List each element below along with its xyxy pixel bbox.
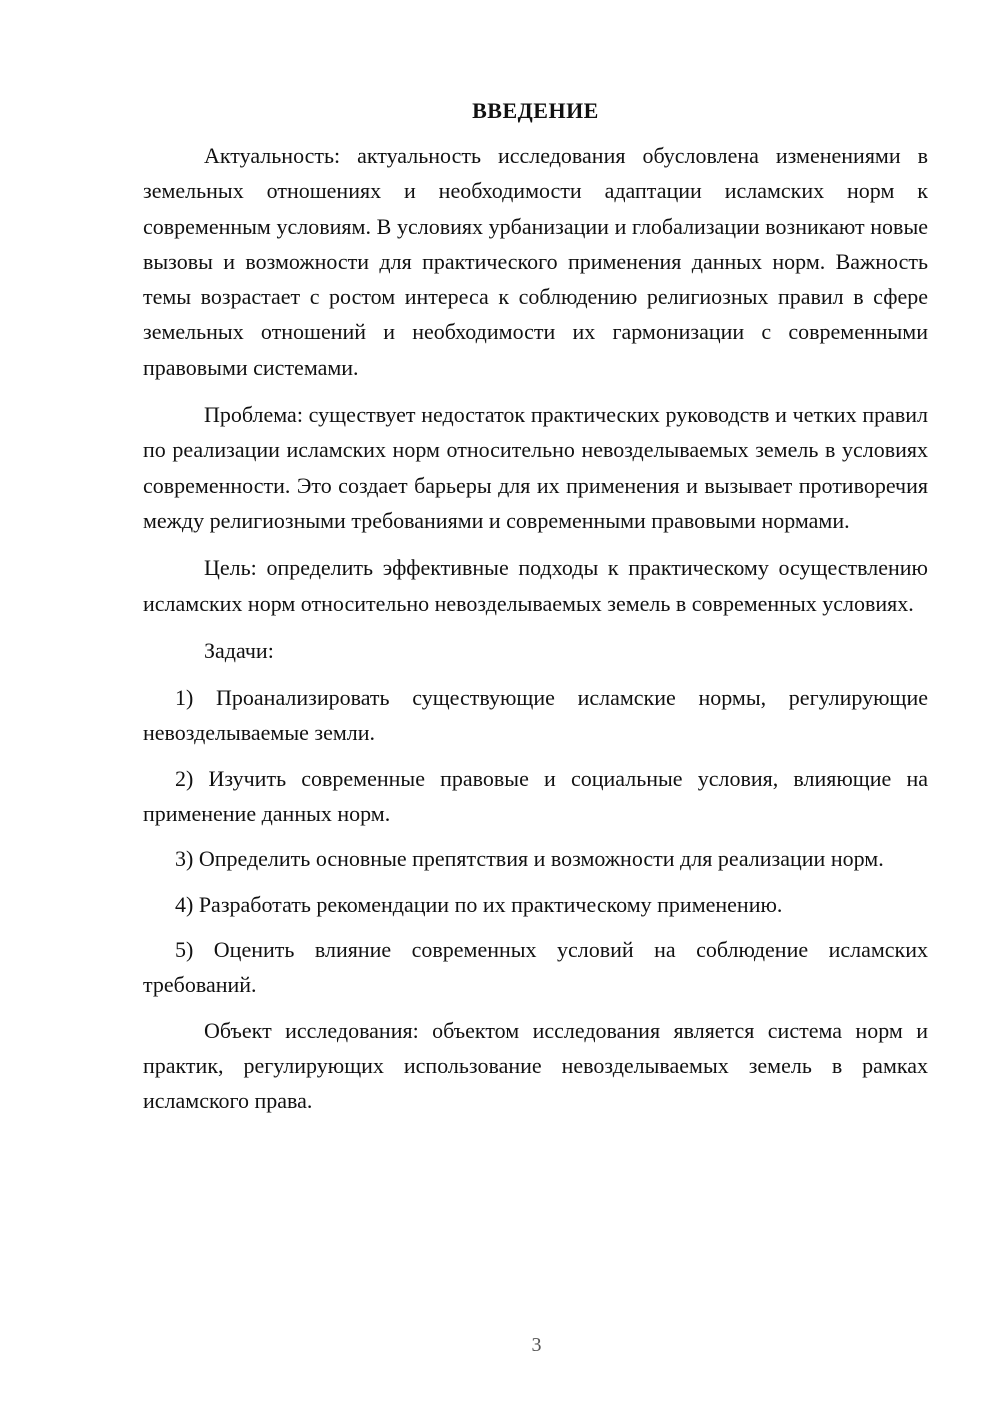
page-number: 3 (531, 1334, 542, 1356)
relevance-paragraph: Актуальность: актуальность исследования обусловлена изменениями в земельных отношениях и необходимости адаптации исламских норм к современным условиям. В условиях урбанизации и глобализации возникают новые вызовы и возможности для практического применения данных норм. Важность темы возрастает с ростом интереса к соблюдению религиозных правил в сфере земельных отношений и необходимости их гармонизации с современными правовыми системами. (143, 143, 928, 380)
problem-paragraph: Проблема: существует недостаток практических руководств и четких правил по реализации исламских норм относительно невозделываемых земель в условиях современности. Это создает барьеры для их применения и вызывает противоречия между религиозными требованиями и современными правовыми нормами. (143, 402, 928, 533)
page-content (143, 96, 928, 1130)
task-item-1: 1) Проанализировать существующие исламские нормы, регулирующие невозделываемые земли. (143, 685, 928, 746)
goal-paragraph: Цель: определить эффективные подходы к практическому осуществлению исламских норм относительно невозделываемых земель в современных условиях. (143, 555, 928, 616)
task-item-4: 4) Разработать рекомендации по их практическому применению. (175, 891, 783, 917)
task-item-2: 2) Изучить современные правовые и социальные условия, влияющие на применение данных норм. (143, 765, 928, 827)
object-paragraph: Объект исследования: объектом исследования является система норм и практик, регулирующих использование невозделываемых земель в рамках исламского права. (143, 1017, 928, 1114)
section-heading: ВВЕДЕНИЕ (472, 98, 599, 123)
tasks-label: Задачи: (204, 637, 274, 663)
task-item-3: 3) Определить основные препятствия и возможности для реализации норм. (175, 846, 884, 872)
task-item-5: 5) Оценить влияние современных условий на соблюдение исламских требований. (143, 936, 928, 998)
